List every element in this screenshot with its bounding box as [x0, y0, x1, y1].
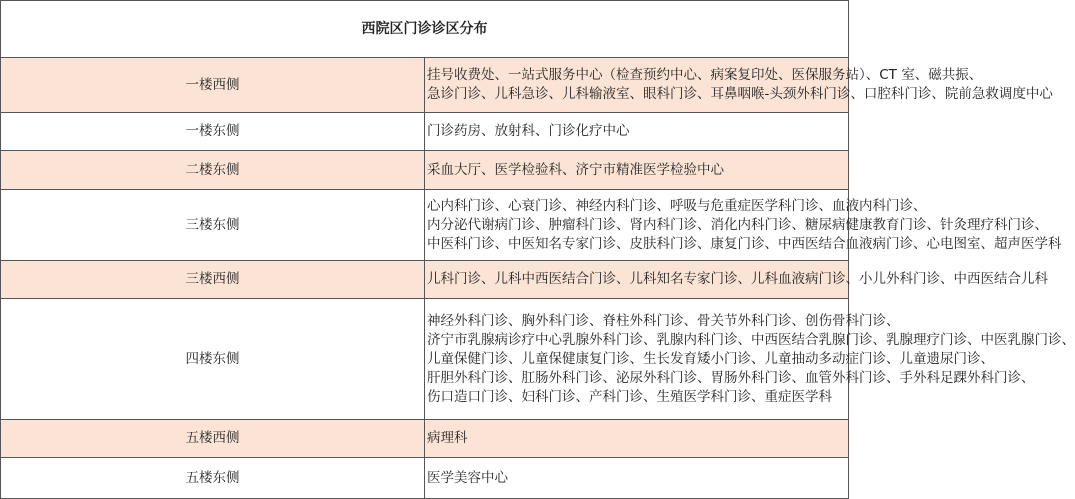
floor-label: 五楼东侧 [1, 458, 425, 499]
department-list [425, 458, 849, 499]
table-row [1, 458, 849, 499]
department-list [425, 113, 849, 151]
table-row [1, 261, 849, 299]
department-list [425, 299, 1075, 420]
department-line: 内分泌代谢病门诊、肿瘤科门诊、肾内科门诊、消化内科门诊、糖尿病健康教育门诊、针灸理疗科门诊、 [427, 216, 1048, 233]
department-line: 神经外科门诊、胸外科门诊、脊柱外科门诊、骨关节外科门诊、创伤骨科门诊、 [427, 312, 900, 329]
department-list [425, 58, 1053, 113]
department-list [425, 261, 1048, 299]
table-title: 西院区门诊诊区分布 [1, 1, 849, 58]
department-line: 挂号收费处、一站式服务中心（检查预约中心、病案复印处、医保服务站）、CT 室、磁共振、 [427, 67, 983, 83]
table-title-row [1, 1, 849, 58]
table-row [1, 299, 849, 420]
table-row [1, 420, 849, 458]
department-line: 急诊门诊、儿科急诊、儿科输液室、眼科门诊、耳鼻咽喉-头颈外科门诊、口腔科门诊、院前急救调度中心 [427, 86, 1053, 102]
department-list [425, 420, 849, 458]
floor-label: 三楼东侧 [1, 190, 425, 261]
floor-label: 一楼东侧 [1, 113, 425, 151]
department-line: 采血大厅、医学检验科、济宁市精准医学检验中心 [427, 161, 724, 178]
department-line: 儿童保健门诊、儿童保健康复门诊、生长发育矮小门诊、儿童抽动多动症门诊、儿童遗尿门诊、 [427, 350, 994, 367]
table-row [1, 113, 849, 151]
department-line: 儿科门诊、儿科中西医结合门诊、儿科知名专家门诊、儿科血液病门诊、小儿外科门诊、中西医结合儿科 [427, 271, 1048, 287]
department-line: 病理科 [427, 430, 468, 446]
department-list [425, 151, 849, 190]
department-list [425, 190, 1062, 261]
department-line: 心内科门诊、心衰门诊、神经内科门诊、呼吸与危重症医学科门诊、血液内科门诊、 [427, 197, 927, 214]
department-line: 肝胆外科门诊、肛肠外科门诊、泌尿外科门诊、胃肠外科门诊、血管外科门诊、手外科足踝外科门诊、 [427, 369, 1035, 386]
department-line: 医学美容中心 [427, 469, 508, 486]
floor-label: 一楼西侧 [1, 58, 425, 113]
table-row [1, 190, 849, 261]
department-line: 门诊药房、放射科、门诊化疗中心 [427, 123, 630, 139]
department-line: 伤口造口门诊、妇科门诊、产科门诊、生殖医学科门诊、重症医学科 [427, 388, 832, 405]
floor-label: 三楼西侧 [1, 261, 425, 299]
table-row [1, 151, 849, 190]
floor-label: 五楼西侧 [1, 420, 425, 458]
department-line: 济宁市乳腺病诊疗中心乳腺外科门诊、乳腺内科门诊、中西医结合乳腺门诊、乳腺理疗门诊、中医乳腺门诊、 [427, 331, 1075, 348]
department-line: 中医科门诊、中医知名专家门诊、皮肤科门诊、康复门诊、中西医结合血液病门诊、心电图室、超声医学科 [427, 235, 1062, 252]
floor-label: 四楼东侧 [1, 299, 425, 420]
floor-label: 二楼东侧 [1, 151, 425, 190]
table-row [1, 58, 849, 113]
